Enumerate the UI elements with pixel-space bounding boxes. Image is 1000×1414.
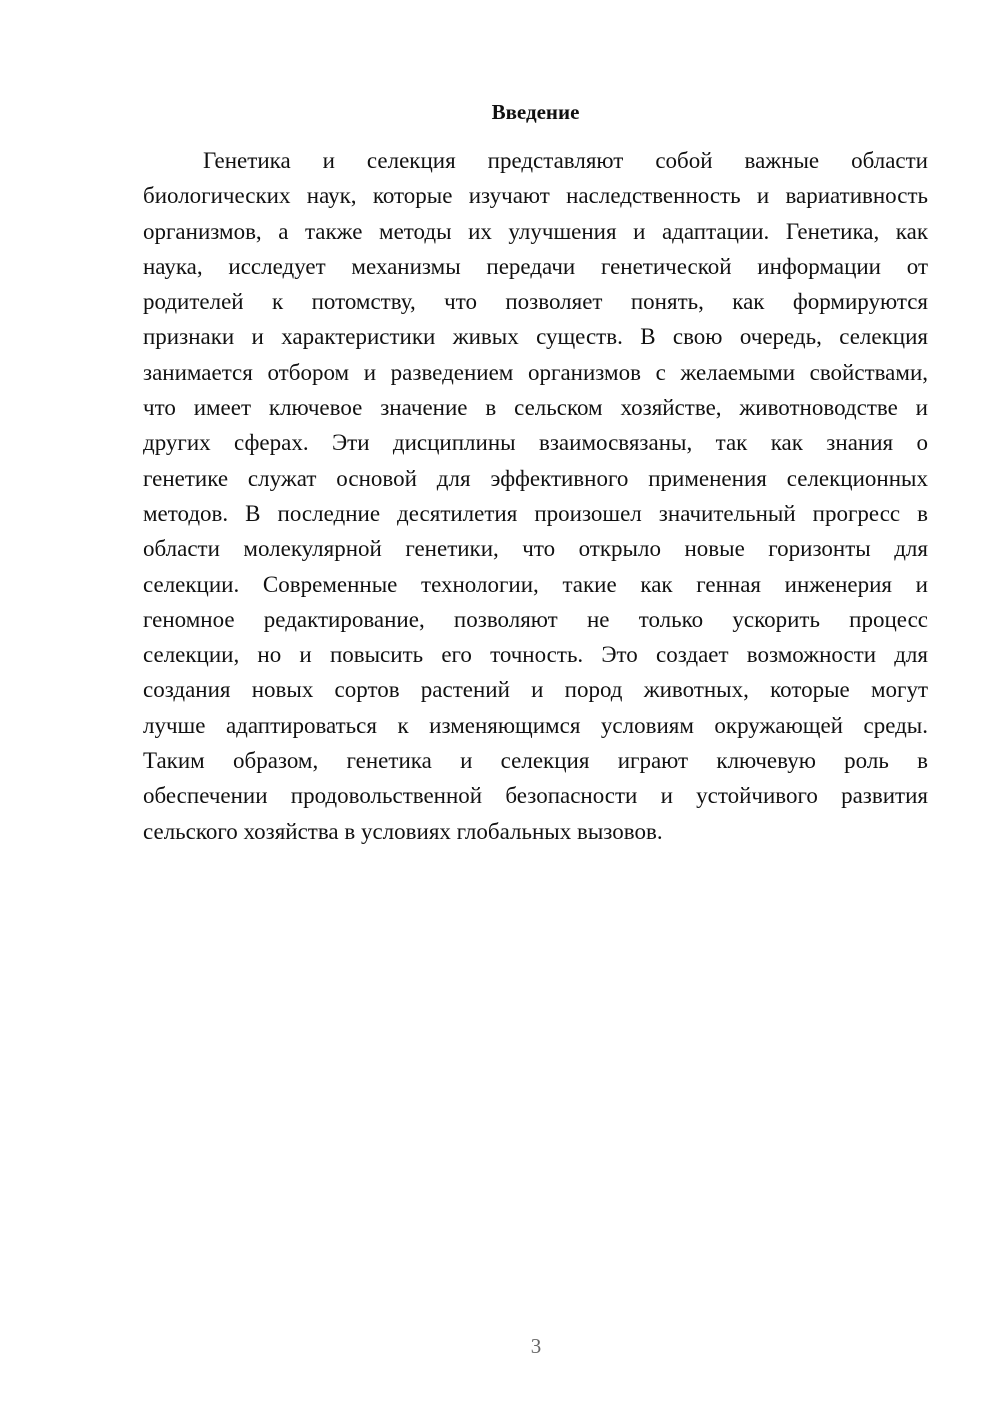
paragraph-line: Таким образом, генетика и селекция играют ключевую роль в <box>143 748 928 774</box>
paragraph-line: Генетика и селекция представляют собой важные области <box>203 148 928 173</box>
paragraph-line: селекции. Современные технологии, такие как генная инженерия и <box>143 571 928 597</box>
paragraph-line: селекции, но и повысить его точность. Это создает возможности для <box>143 642 928 668</box>
paragraph-line: создания новых сортов растений и пород животных, которые могут <box>143 677 928 703</box>
paragraph-line: сельского хозяйства в условиях глобальных вызовов. <box>143 818 663 844</box>
paragraph-line: генетике служат основой для эффективного применения селекционных <box>143 465 928 491</box>
paragraph-line: родителей к потомству, что позволяет понять, как формируются <box>143 289 928 315</box>
paragraph-line: биологических наук, которые изучают наследственность и вариативность <box>143 183 928 209</box>
paragraph-line: организмов, а также методы их улучшения и адаптации. Генетика, как <box>143 218 928 244</box>
paragraph-line: геномное редактирование, позволяют не только ускорить процесс <box>143 606 928 632</box>
section-heading: Введение <box>491 100 580 124</box>
paragraph-line: области молекулярной генетики, что открыло новые горизонты для <box>143 536 928 562</box>
paragraph-line: методов. В последние десятилетия произошел значительный прогресс в <box>143 500 928 526</box>
paragraph-line: что имеет ключевое значение в сельском хозяйстве, животноводстве и <box>143 395 928 421</box>
paragraph-line: признаки и характеристики живых существ. В свою очередь, селекция <box>143 324 928 350</box>
paragraph-line: обеспечении продовольственной безопасности и устойчивого развития <box>143 783 928 809</box>
introduction-paragraph <box>143 143 928 849</box>
paragraph-line: других сферах. Эти дисциплины взаимосвязаны, так как знания о <box>143 430 928 456</box>
page-number: 3 <box>530 1334 542 1358</box>
paragraph-line: наука, исследует механизмы передачи генетической информации от <box>143 253 928 279</box>
paragraph-line: занимается отбором и разведением организмов с желаемыми свойствами, <box>143 359 928 385</box>
paragraph-line: лучше адаптироваться к изменяющимся условиям окружающей среды. <box>143 712 928 738</box>
